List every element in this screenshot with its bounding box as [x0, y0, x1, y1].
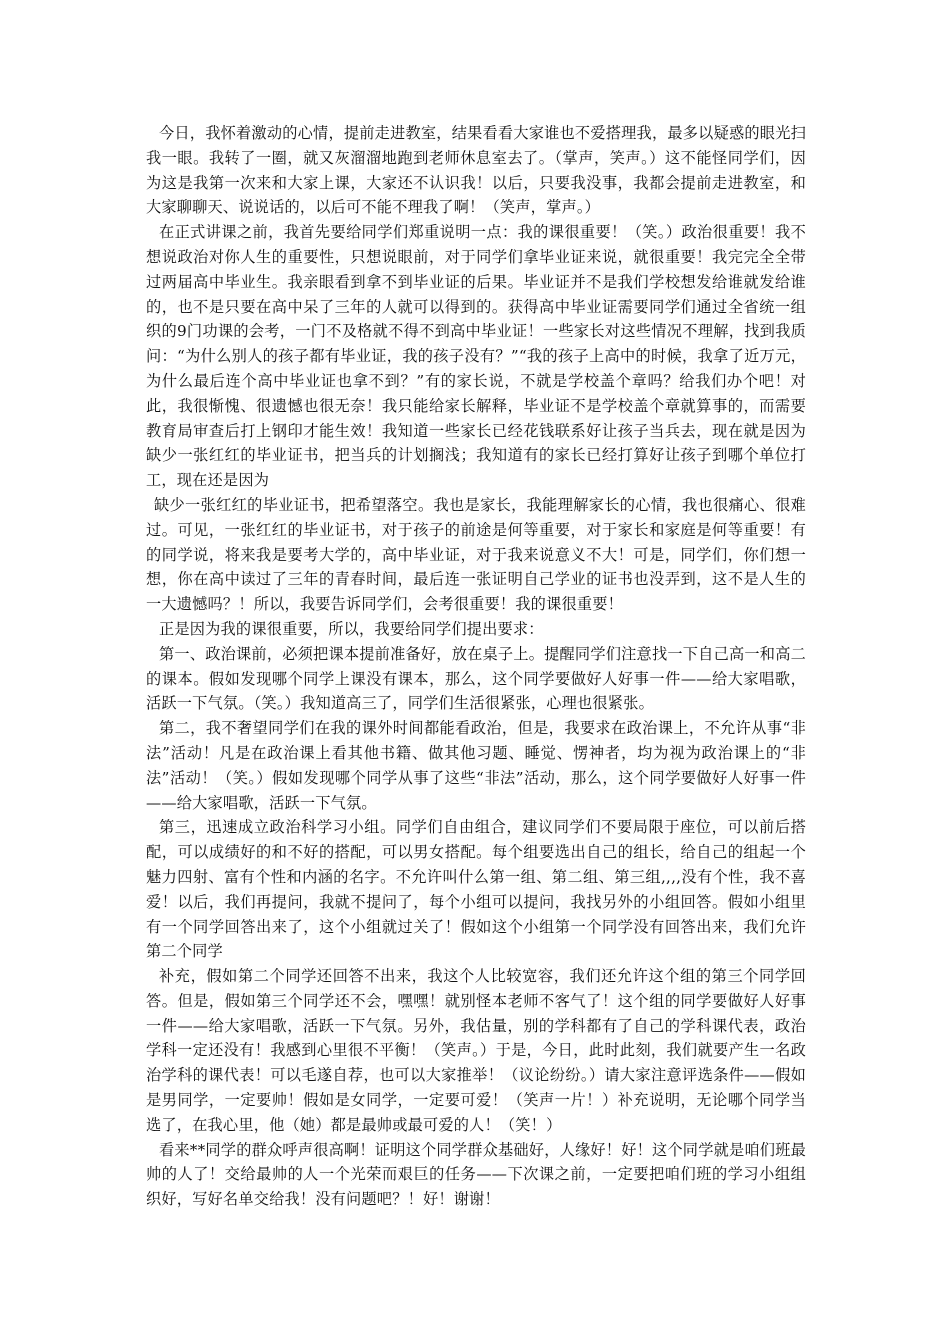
paragraph-rule-two: 第二，我不奢望同学们在我的课外时间都能看政治，但是，我要求在政治课上，不允许从事“非法”活动！凡是在政治课上看其他书籍、做其他习题、睡觉、愣神者，均为视为政治课上的“非法”活动！（笑。）假如发现哪个同学从事了这些“非法”活动，那么，这个同学要做好人好事一件——给大家唱歌，活跃一下气氛。 — [146, 719, 806, 812]
paragraph-rule-one: 第一、政治课前，必须把课本提前准备好，放在桌子上。提醒同学们注意找一下自己高一和高二的课本。假如发现哪个同学上课没有课本，那么，这个同学要做好人好事一件——给大家唱歌，活跃一下气氛。（笑。）我知道高三了，同学们生活很紧张，心理也很紧张。 — [146, 644, 806, 713]
paragraph-supplement: 补充，假如第二个同学还回答不出来，我这个人比较宽容，我们还允许这个组的第三个同学回答。但是，假如第三个同学还不会，嘿嘿！就别怪本老师不客气了！这个组的同学要做好人好事一件——给大家唱歌，活跃一下气氛。另外，我估量，别的学科都有了自己的学科课代表，政治学科一定还没有！我感到心里很不平衡！（笑声。）于是，今日，此时此刻，我们就要产生一名政治学科的课代表！可以毛遂自荐，也可以大家推举！（议论纷纷。）请大家注意评选条件——假如是男同学，一定要帅！假如是女同学，一定要可爱！（笑声一片！）补充说明，无论哪个同学当选了，在我心里，他（她）都是最帅或最可爱的人！（笑！） — [146, 967, 806, 1134]
paragraph-rule-three: 第三，迅速成立政治科学习小组。同学们自由组合，建议同学们不要局限于座位，可以前后搭配，可以成绩好的和不好的搭配，可以男女搭配。每个组要选出自己的组长，给自己的组起一个魅力四射、富有个性和内涵的名字。不允许叫什么第一组、第二组、第三组,,,,没有个性，我不喜爱！以后，我们再提问，我就不提问了，每个小组可以提问，我找另外的小组回答。假如小组里有一个同学回答出来了，这个小组就过关了！假如这个小组第一个同学没有回答出来，我们允许第二个同学 — [146, 818, 806, 961]
paragraph-intro: 今日，我怀着激动的心情，提前走进教室，结果看看大家谁也不爱搭理我，最多以疑惑的眼光扫我一眼。我转了一圈，就又灰溜溜地跑到老师休息室去了。（掌声，笑声。）这不能怪同学们，因为这是我第一次来和大家上课，大家还不认识我！以后，只要我没事，我都会提前走进教室，和大家聊聊天、说说话的，以后可不能不理我了啊！（笑声，掌声。） — [146, 124, 806, 217]
document-page — [146, 121, 806, 1212]
paragraph-closing: 看来**同学的群众呼声很高啊！证明这个同学群众基础好，人缘好！好！这个同学就是咱们班最帅的人了！交给最帅的人一个光荣而艰巨的任务——下次课之前，一定要把咱们班的学习小组组织好，写好名单交给我！没有问题吧？！好！谢谢！ — [146, 1140, 806, 1209]
paragraph-requirements-intro: 正是因为我的课很重要，所以，我要给同学们提出要求： — [159, 619, 544, 638]
paragraph-importance: 在正式讲课之前，我首先要给同学们郑重说明一点：我的课很重要！（笑。）政治很重要！我不想说政治对你人生的重要性，只想说眼前，对于同学们拿毕业证来说，就很重要！我完完全全带过两届高中毕业生。我亲眼看到拿不到毕业证的后果。毕业证并不是我们学校想发给谁就发给谁的，也不是只要在高中呆了三年的人就可以得到的。获得高中毕业证需要同学们通过全省统一组织的9门功课的会考，一门不及格就不得不到高中毕业证！一些家长对这些情况不理解，找到我质问：“为什么别人的孩子都有毕业证，我的孩子没有？”“我的孩子上高中的时候，我拿了近万元，为什么最后连个高中毕业证也拿不到？”有的家长说，不就是学校盖个章吗？给我们办个吧！对此，我很惭愧、很遗憾也很无奈！我只能给家长解释，毕业证不是学校盖个章就算事的，而需要教育局审查后打上钢印才能生效！我知道一些家长已经花钱联系好让孩子当兵去，现在就是因为缺少一张红红的毕业证书，把当兵的计划搁浅；我知道有的家长已经打算好让孩子到哪个单位打工，现在还是因为 — [146, 223, 806, 490]
paragraph-certificate: 缺少一张红红的毕业证书，把希望落空。我也是家长，我能理解家长的心情，我也很痛心、很难过。可见，一张红红的毕业证书，对于孩子的前途是何等重要，对于家长和家庭是何等重要！有的同学说，将来我是要考大学的，高中毕业证，对于我来说意义不大！可是，同学们，你们想一想，你在高中读过了三年的青春时间，最后连一张证明自己学业的证书也没弄到，这不是人生的一大遗憾吗？！所以，我要告诉同学们，会考很重要！我的课很重要！ — [146, 495, 806, 614]
